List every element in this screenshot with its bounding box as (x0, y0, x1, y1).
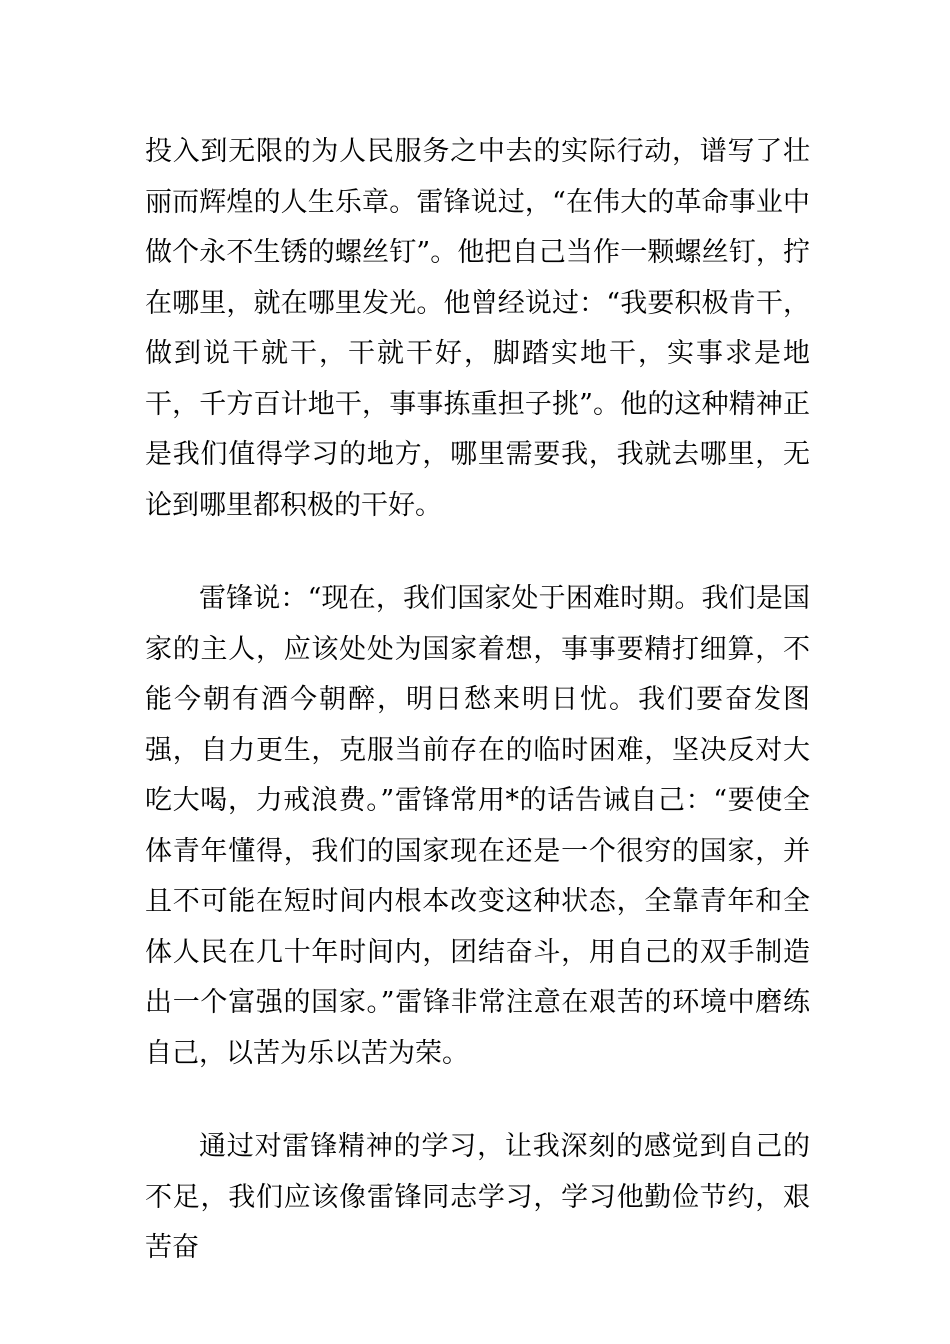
paragraph-reflection: 通过对雷锋精神的学习，让我深刻的感觉到自己的不足，我们应该像雷锋同志学习，学习他勤俭节约，艰苦奋 (145, 1131, 810, 1263)
paragraph-lei-feng-quote: 雷锋说：“现在，我们国家处于困难时期。我们是国家的主人，应该处处为国家着想，事事要精打细算，不能今朝有酒今朝醉，明日愁来明日忧。我们要奋发图强，自力更生，克服当前存在的临时困难，坚决反对大吃大喝，力戒浪费。”雷锋常用*的话告诫自己：“要使全体青年懂得，我们的国家现在还是一个很穷的国家，并且不可能在短时间内根本改变这种状态，全靠青年和全体人民在几十年时间内，团结奋斗，用自己的双手制造出一个富强的国家。”雷锋非常注意在艰苦的环境中磨练自己，以苦为乐以苦为荣。 (145, 583, 810, 1069)
paragraph-continuation: 投入到无限的为人民服务之中去的实际行动，谱写了壮丽而辉煌的人生乐章。雷锋说过，“在伟大的革命事业中做个永不生锈的螺丝钉”。他把自己当作一颗螺丝钉，拧在哪里，就在哪里发光。他曾经说过：“我要积极肯干，做到说干就干，干就干好，脚踏实地干，实事求是地干，千方百计地干，事事拣重担子挑”。他的这种精神正是我们值得学习的地方，哪里需要我，我就去哪里，无论到哪里都积极的干好。 (145, 136, 810, 521)
